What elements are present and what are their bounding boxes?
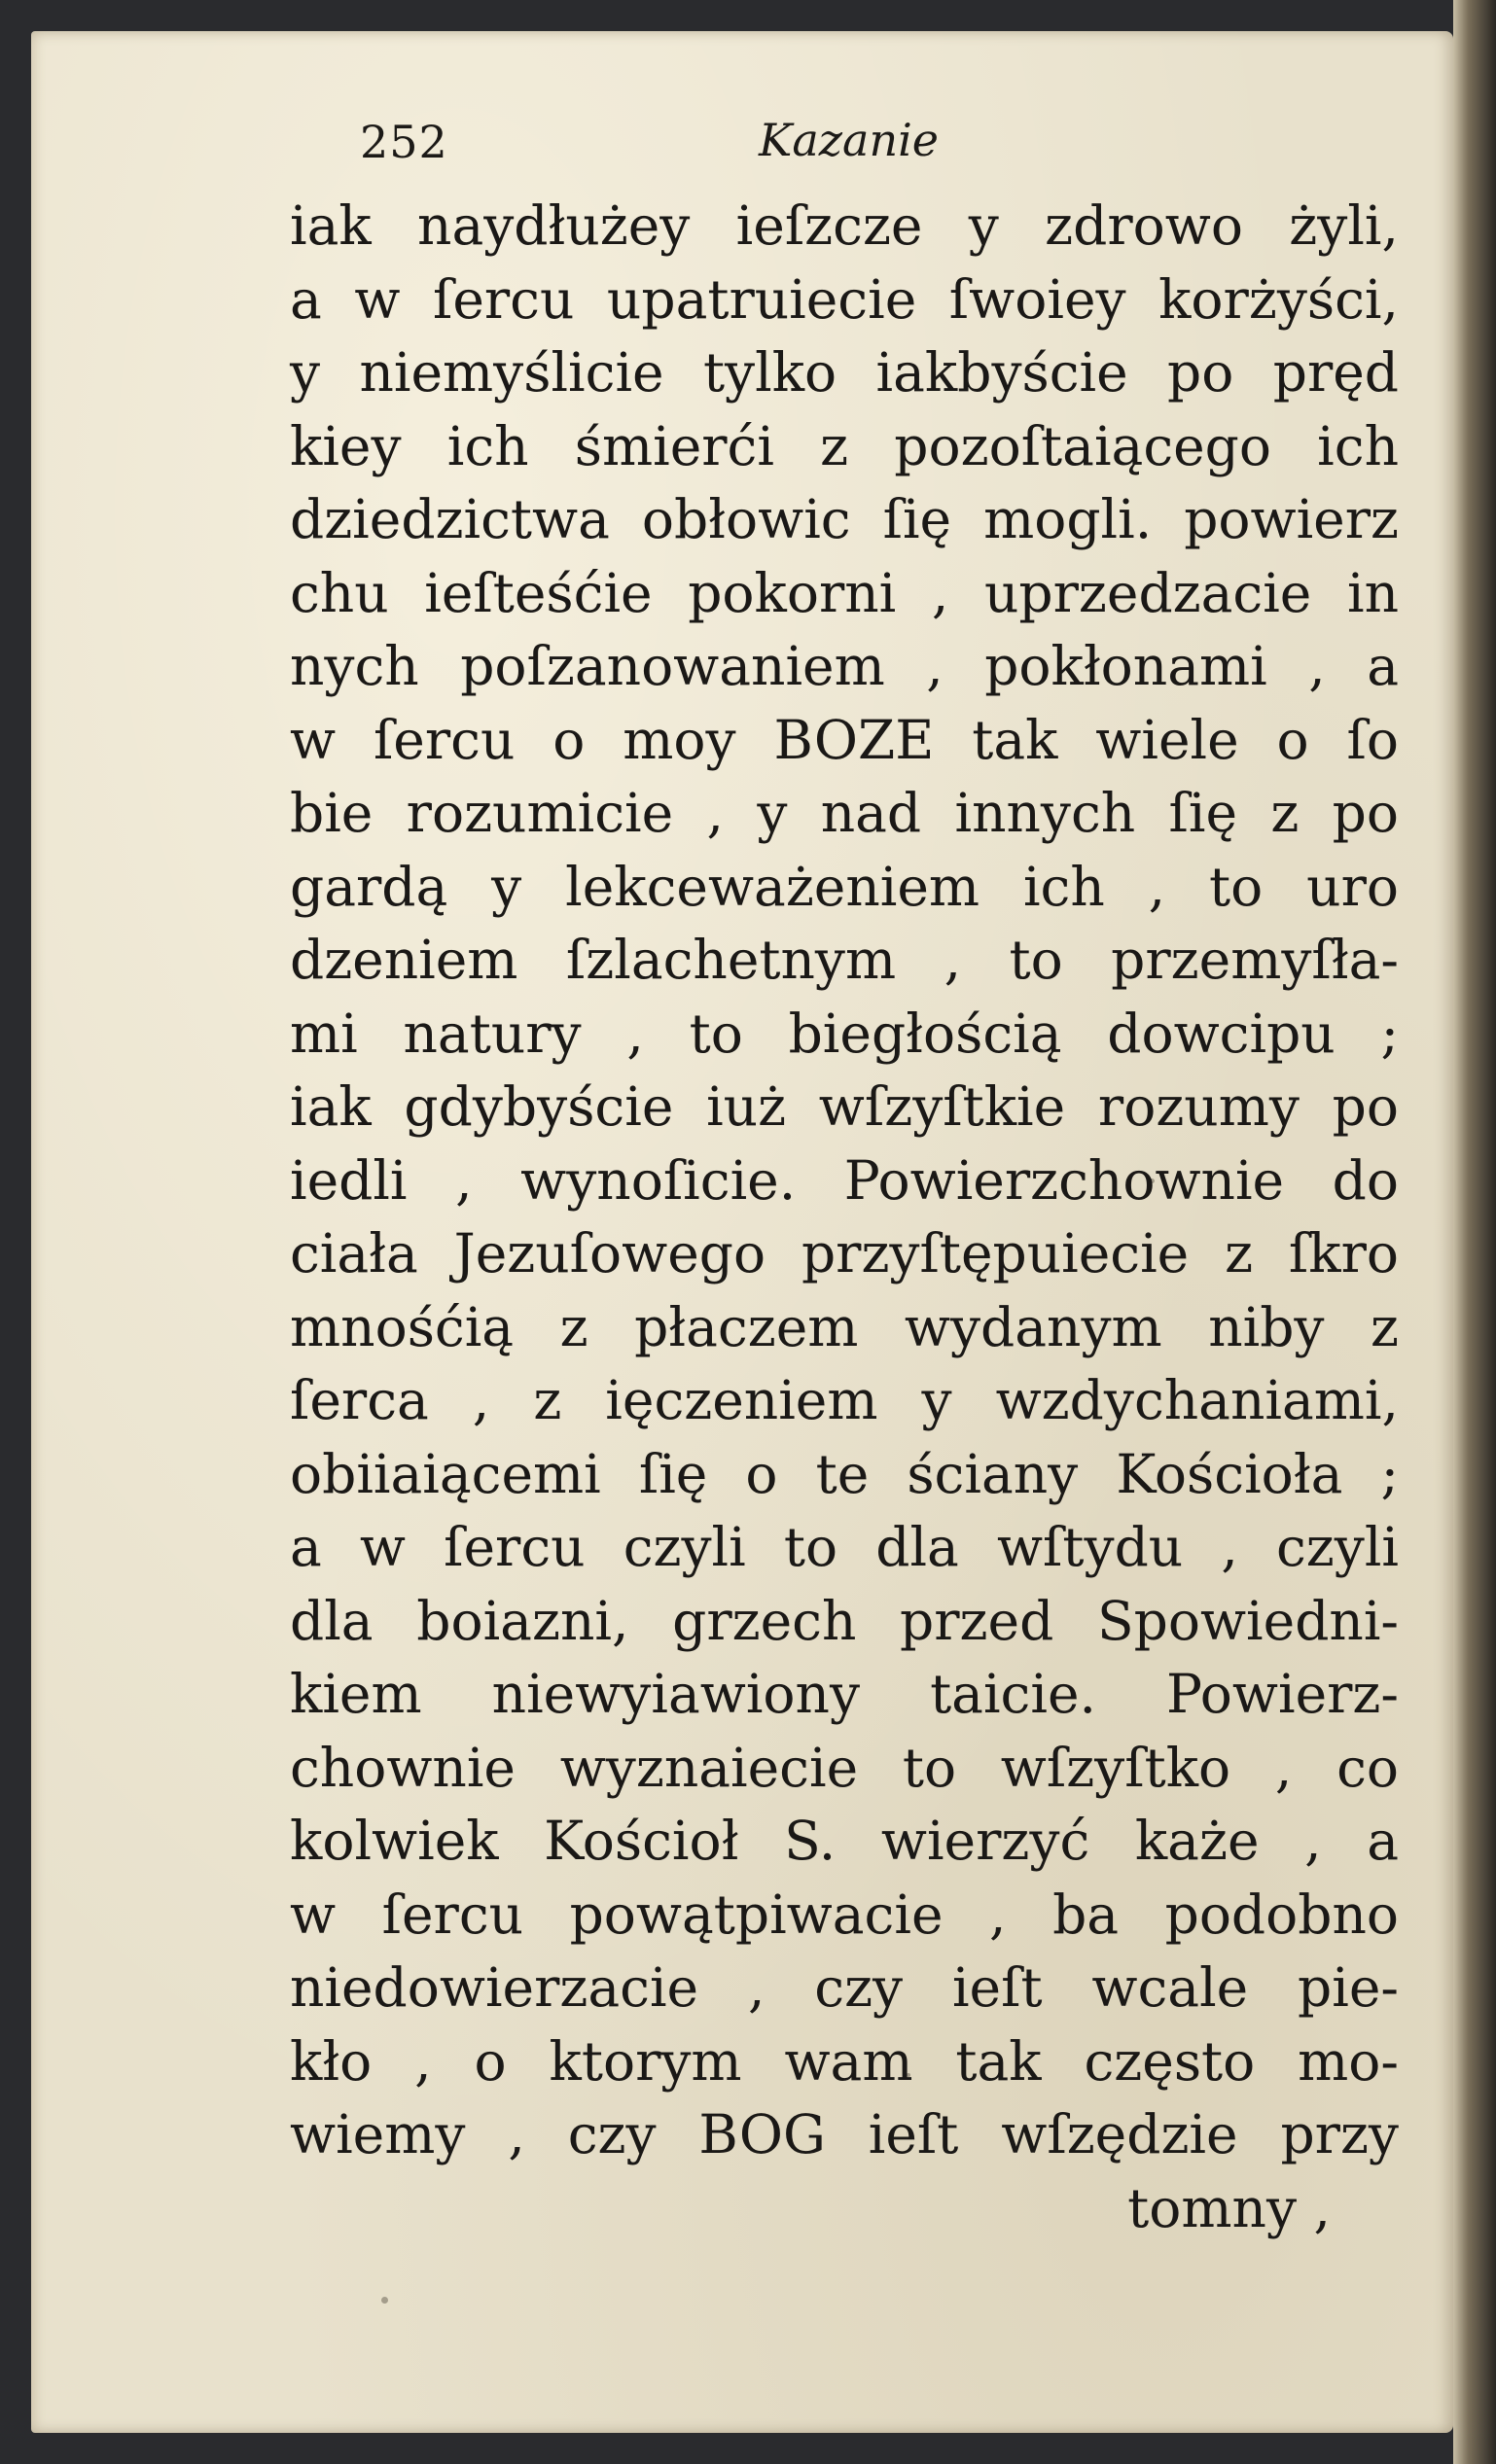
text-line: kiey ich śmierći z pozoſtaiącego ich — [290, 414, 1399, 477]
text-line: mi natury , to biegłością dowcipu ; — [290, 1002, 1399, 1065]
text-line: kiem niewyiawiony taicie. Powierz- — [290, 1663, 1399, 1725]
text-line: chownie wyznaiecie to wſzyſtko , co — [290, 1736, 1399, 1799]
text-line: dziedzictwa obłowic ſię mogli. powierz — [290, 488, 1399, 550]
text-line: iak gdybyście iuż wſzyſtkie rozumy po — [290, 1075, 1399, 1138]
text-line: dzeniem ſzlachetnym , to przemyſła- — [290, 929, 1399, 991]
sermon-text — [290, 190, 1399, 2245]
catchword: tomny , — [1127, 2176, 1331, 2239]
text-line: mnośćią z płaczem wydanym niby z — [290, 1295, 1399, 1358]
running-title: Kazanie — [759, 114, 940, 166]
text-line: ciała Jezuſowego przyſtępuiecie z ſkro — [290, 1222, 1399, 1285]
text-line: w ſercu o moy BOZE tak wiele o ſo — [290, 708, 1399, 771]
page-number: 252 — [360, 116, 448, 168]
text-line: dla boiazni, grzech przed Spowiedni- — [290, 1589, 1399, 1652]
text-line: chu ieſteśćie pokorni , uprzedzacie in — [290, 561, 1399, 624]
text-line: nych poſzanowaniem , pokłonami , a — [290, 635, 1399, 697]
text-line: a w ſercu upatruiecie ſwoiey korżyści, — [290, 267, 1399, 331]
paper-speck — [381, 2297, 388, 2304]
text-line: niedowierzacie , czy ieſt wcale pie- — [290, 1956, 1399, 2019]
text-line: ſerca , z ięczeniem y wzdychaniami, — [290, 1369, 1399, 1431]
text-line: gardą y lekceważeniem ich , to uro — [290, 855, 1399, 918]
text-line: w ſercu powątpiwacie , ba podobno — [290, 1883, 1399, 1946]
text-line: kło , o ktorym wam tak często mo- — [290, 2029, 1399, 2093]
book-binding-edge — [1453, 0, 1496, 2464]
text-line: y niemyślicie tylko iakbyście po pręd — [290, 341, 1399, 404]
text-line: kolwiek Kościoł S. wierzyć każe , a — [290, 1810, 1399, 1872]
text-line: a w ſercu czyli to dla wſtydu , czyli — [290, 1516, 1399, 1578]
text-line: bie rozumicie , y nad innych ſię z po — [290, 782, 1399, 844]
text-line: iedli , wynoſicie. Powierzchownie do — [290, 1148, 1399, 1212]
text-line: obiiaiącemi ſię o te ściany Kościoła ; — [290, 1442, 1399, 1505]
running-head — [321, 112, 1294, 180]
text-line: iak naydłużey ieſzcze y zdrowo żyli, — [290, 194, 1399, 257]
text-line: wiemy , czy BOG ieſt wſzędzie przy — [290, 2103, 1399, 2165]
